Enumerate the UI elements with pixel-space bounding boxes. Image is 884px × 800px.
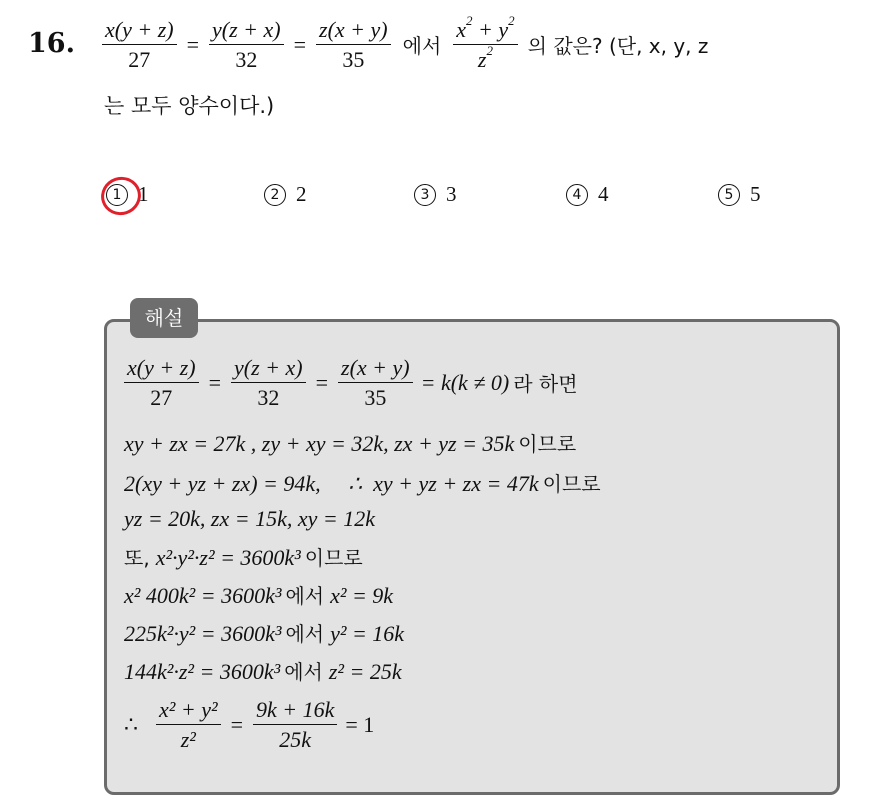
solution-line-1: [124, 356, 578, 409]
equals-sign: =: [208, 369, 222, 395]
sol-fraction-3: [338, 356, 413, 409]
solution-line-8: [124, 656, 402, 685]
final-fraction-1-num: x² + y²: [156, 698, 221, 725]
sol-line8-math: 144k²·z² = 3600k³: [124, 659, 281, 684]
sol-line6-math: x² 400k² = 3600k³: [124, 583, 282, 608]
fraction-3: [316, 18, 391, 71]
choice-1-number: 1: [106, 184, 128, 206]
sol-line3-math: 2(xy + yz + zx) = 94k, ∴ xy + yz + zx = 47k: [124, 471, 539, 496]
sol-line2-math: xy + zx = 27k , zy + xy = 32k, zx + yz = 35k: [124, 431, 515, 456]
therefore-symbol: ∴: [124, 711, 138, 737]
choice-1[interactable]: [106, 182, 149, 207]
solution-line-3: [124, 468, 601, 497]
equals-sign: =: [186, 31, 200, 57]
solution-line-6: [124, 580, 393, 609]
question-text-after: 에서: [402, 34, 442, 59]
target-numerator: $x^2 + y^2$: [453, 18, 517, 45]
sol-line5-math: x²·y²·z² = 3600k³: [155, 545, 301, 570]
sol-fraction-3-den: 35: [364, 385, 387, 411]
final-result: = 1: [345, 711, 375, 737]
target-denominator: $z^2$: [477, 43, 493, 73]
sol-line6-tail: x² = 9k: [330, 583, 394, 608]
fraction-1: [102, 18, 177, 71]
sol-line6-kr: 에서: [285, 584, 325, 608]
equals-sign: =: [230, 711, 243, 737]
sol-line5-kr: 이므로: [304, 546, 363, 570]
sol-line7-tail: y² = 16k: [330, 621, 405, 646]
choice-4-value: 4: [598, 182, 609, 206]
sol-fraction-2-num: y(z + x): [231, 356, 306, 383]
fraction-1-denominator: 27: [128, 47, 151, 73]
fraction-2-numerator: y(z + x): [209, 18, 284, 45]
question-text-tail: 의 값은? (단, x, y, z: [527, 34, 709, 59]
target-num-y: + y: [472, 17, 509, 42]
sol-fraction-1-den: 27: [150, 385, 173, 411]
sol-line5-kr-start: 또,: [124, 546, 150, 570]
final-fraction-1-den: z²: [180, 727, 196, 753]
sol-line7-kr: 에서: [285, 622, 325, 646]
choice-1-value: 1: [138, 182, 149, 206]
sol-line8-kr: 에서: [284, 660, 323, 684]
solution-line-5: [124, 542, 363, 571]
choice-4[interactable]: [566, 182, 609, 207]
sol-fraction-1-num: x(y + z): [124, 356, 199, 383]
fraction-2: [209, 18, 284, 71]
selected-answer-mark: [96, 172, 146, 221]
sol-line1-tail: = k(k ≠ 0): [420, 369, 510, 395]
solution-line-7: [124, 618, 404, 647]
fraction-2-denominator: 32: [235, 47, 258, 73]
target-fraction: [453, 13, 517, 73]
equals-sign: =: [315, 369, 329, 395]
fraction-3-denominator: 35: [342, 47, 365, 73]
question-number: 16.: [28, 28, 75, 59]
choice-2[interactable]: [264, 182, 307, 207]
solution-label: 해설: [130, 298, 198, 338]
solution-final: [124, 698, 374, 751]
final-fraction-2-den: 25k: [279, 727, 312, 753]
sol-fraction-1: [124, 356, 199, 409]
equals-sign: =: [293, 31, 307, 57]
sol-fraction-2-den: 32: [257, 385, 280, 411]
choice-5[interactable]: [718, 182, 761, 207]
fraction-1-numerator: x(y + z): [102, 18, 177, 45]
sol-line8-tail: z² = 25k: [328, 659, 402, 684]
target-num-x: x: [456, 17, 467, 42]
choice-2-number: 2: [264, 184, 286, 206]
choice-4-number: 4: [566, 184, 588, 206]
choice-5-number: 5: [718, 184, 740, 206]
sol-line1-kr: 라 하면: [513, 372, 578, 397]
fraction-3-numerator: z(x + y): [316, 18, 391, 45]
sol-line2-kr: 이므로: [518, 432, 577, 456]
sol-line7-math: 225k²·y² = 3600k³: [124, 621, 282, 646]
final-fraction-2-num: 9k + 16k: [253, 698, 337, 725]
choice-3-number: 3: [414, 184, 436, 206]
final-fraction-1: [156, 698, 221, 751]
sol-fraction-2: [231, 356, 306, 409]
sol-line3-kr: 이므로: [542, 472, 601, 496]
question-equation: [102, 13, 709, 73]
sol-fraction-3-num: z(x + y): [338, 356, 413, 383]
target-den-z: z: [477, 47, 487, 73]
choice-5-value: 5: [750, 182, 761, 206]
solution-line-4: yz = 20k, zx = 15k, xy = 12k: [124, 506, 376, 531]
final-fraction-2: [253, 698, 337, 751]
question-condition: 는 모두 양수이다.): [104, 94, 275, 118]
choice-3-value: 3: [446, 182, 457, 206]
solution-line-2: [124, 428, 576, 457]
choice-3[interactable]: [414, 182, 457, 207]
choice-2-value: 2: [296, 182, 307, 206]
